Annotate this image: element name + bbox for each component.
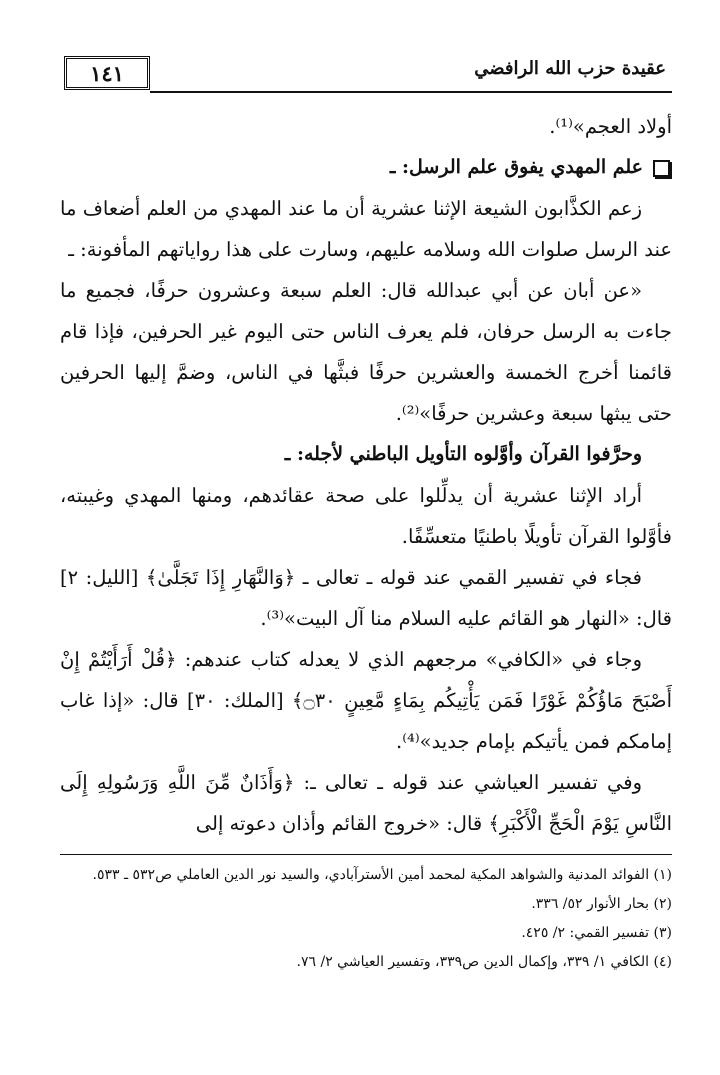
section-heading-1-text: علم المهدي يفوق علم الرسل: ـ <box>389 156 643 178</box>
checkbox-icon <box>653 160 670 177</box>
paragraph-7: وفي تفسير العياشي عند قوله ـ تعالى ـ: ﴿وَأَذَانٌ مِّنَ اللَّهِ وَرَسُولِهِ إِلَى النَّاسِ يَوْمَ الْحَجِّ الْأَكْبَرِ﴾ قال: «خروج القائم وأذان دعوته إلى <box>60 771 672 835</box>
book-page <box>60 50 672 1030</box>
header-rule <box>150 91 672 93</box>
paragraph-5: فجاء في تفسير القمي عند قوله ـ تعالى ـ ﴿وَالنَّهَارِ إِذَا تَجَلَّىٰ﴾ [الليل: ٢] قال: «النهار هو القائم عليه السلام منا آل البيت»⁽³⁾. <box>60 566 672 630</box>
paragraph-4: أراد الإثنا عشرية أن يدلِّلوا على صحة عقائدهم، ومنها المهدي وغيبته، فأوَّلوا القرآن تأويلًا باطنيًا متعسِّفًا. <box>60 484 672 548</box>
page-header <box>60 50 672 100</box>
footnote-2: (٢) بحار الأنوار ٥٢/ ٣٣٦. <box>531 896 672 912</box>
paragraph-1: أولاد العجم»⁽¹⁾. <box>549 115 672 138</box>
footnote-4: (٤) الكافي ١/ ٣٣٩، وإكمال الدين ص٣٣٩، وتفسير العياشي ٢/ ٧٦. <box>296 954 672 970</box>
running-title: عقيدة حزب الله الرافضي <box>474 58 666 79</box>
footnotes <box>60 854 672 977</box>
footnote-3: (٣) تفسير القمي: ٢/ ٤٢٥. <box>521 925 672 941</box>
paragraph-2: زعم الكذَّابون الشيعة الإثنا عشرية أن ما عند المهدي من العلم أضعاف ما عند الرسل صلوات الله وسلامه عليهم، وسارت على هذا رواياتهم المأفونة: ـ <box>60 197 672 261</box>
section-heading-1 <box>60 147 672 188</box>
section-heading-2: وحرَّفوا القرآن وأوَّلوه التأويل الباطني لأجله: ـ <box>284 443 642 465</box>
paragraph-6: وجاء في «الكافي» مرجعهم الذي لا يعدله كتاب عندهم: ﴿قُلْ أَرَأَيْتُمْ إِنْ أَصْبَحَ مَاؤُكُمْ غَوْرًا فَمَن يَأْتِيكُم بِمَاءٍ مَّعِينٍ ۝٣٠﴾ [الملك: ٣٠] قال: «إذا غاب إمامكم فمن يأتيكم بإمام جديد»⁽⁴⁾. <box>60 648 673 753</box>
main-text <box>60 106 672 844</box>
page-number: ١٤١ <box>64 56 150 90</box>
footnote-1: (١) الفوائد المدنية والشواهد المكية لمحمد أمين الأسترآبادي، والسيد نور الدين العاملي ص٥٣٢ ـ ٥٣٣. <box>92 867 672 883</box>
paragraph-3: «عن أبان عن أبي عبدالله قال: العلم سبعة وعشرون حرفًا، فجميع ما جاءت به الرسل حرفان، فلم يعرف الناس حتى اليوم غير الحرفين، فإذا قام قائمنا أخرج الخمسة والعشرين حرفًا فبثَّها في الناس، وضمَّ إليها الحرفين حتى يبثها سبعة وعشرين حرفًا»⁽²⁾. <box>60 279 672 425</box>
